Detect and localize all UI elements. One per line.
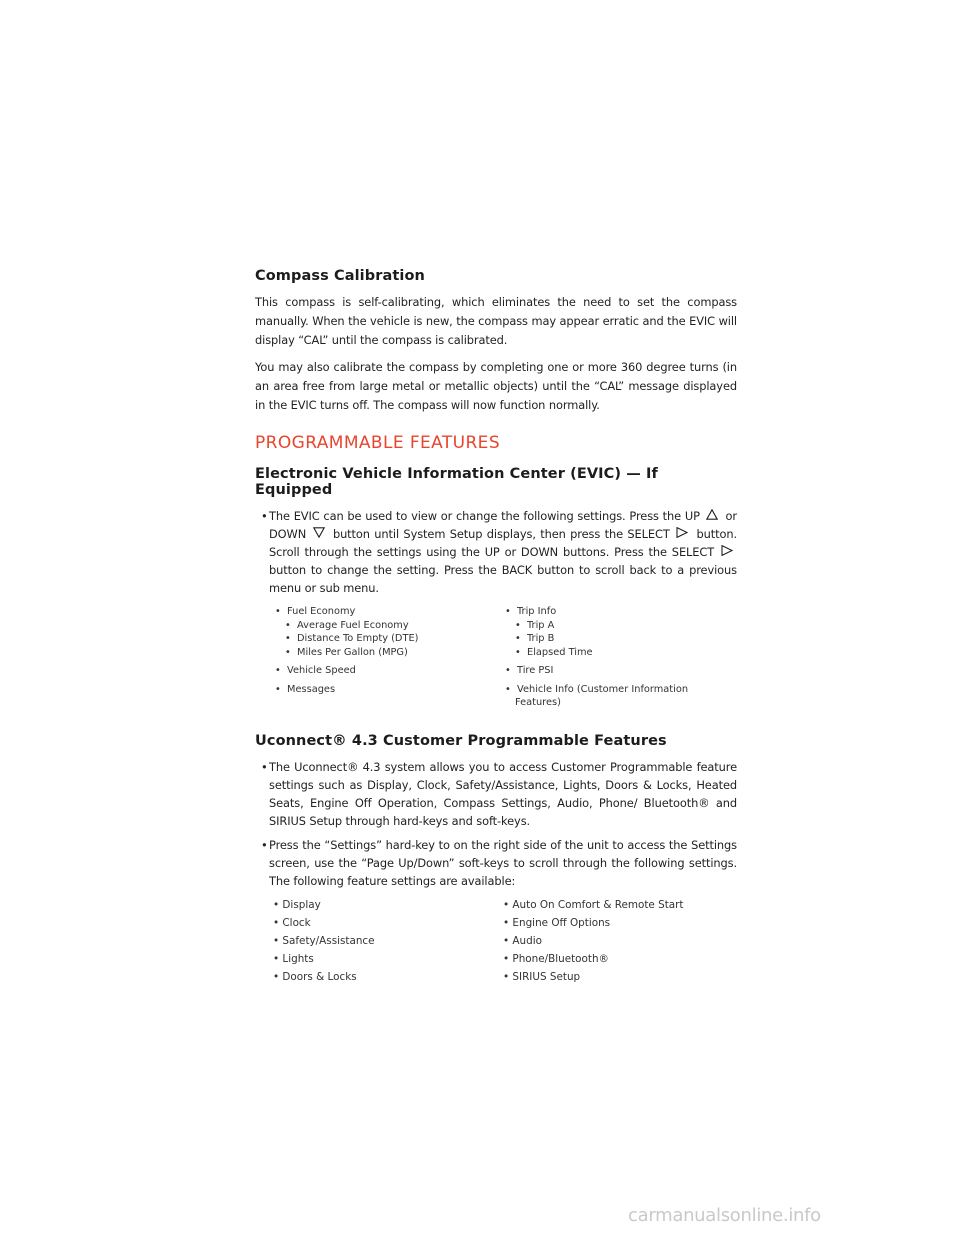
uconnect-settings-right — [503, 896, 733, 986]
list-item: • Audio — [503, 934, 542, 947]
vehicle-info-label: Vehicle Info (Customer Information Features) — [515, 683, 689, 708]
list-item: • Vehicle Speed — [275, 665, 356, 676]
list-item: • Trip Info • Trip A • Trip B • Elapsed Time — [505, 606, 593, 658]
list-item: • Lights — [273, 952, 314, 965]
list-item: • Vehicle Info (Customer Information Features) — [505, 683, 689, 708]
right-triangle-icon — [676, 527, 688, 538]
list-item: • Messages — [275, 683, 336, 695]
list-item: • Auto On Comfort & Remote Start — [503, 898, 684, 911]
evic-settings-left — [275, 605, 505, 715]
bullet-dot: • — [261, 509, 268, 523]
sub-item: Miles Per Gallon (MPG) — [297, 646, 408, 658]
list-item: • Fuel Economy • Average Fuel Economy • Distance To Empty (DTE) • Miles Per Gallon (MPG) — [275, 606, 419, 658]
uconnect-bullet-text: The Uconnect® 4.3 system allows you to access Customer Programmable feature settings such as Display, Clock, Safety/Assistance, Lights, Doors & Locks, Heated Seats, Engine Off Operation, Compass Settings, Audio, Phone/ Bluetooth® and SIRIUS Setup through hard-keys and soft-keys. — [269, 759, 737, 828]
evic-instructions — [255, 507, 737, 597]
messages-label: Messages — [287, 683, 336, 695]
uconnect-settings-list — [255, 896, 737, 986]
tire-psi-label: Tire PSI — [517, 665, 554, 676]
uconnect-bullet-1 — [255, 758, 737, 830]
uconnect-bullet-2 — [255, 836, 737, 890]
list-item: • Display — [273, 898, 321, 911]
fuel-economy-label: Fuel Economy — [287, 606, 356, 617]
manual-page — [255, 268, 737, 986]
uconnect-settings-left — [273, 896, 503, 986]
list-item: • SIRIUS Setup — [503, 970, 581, 983]
bullet-dot: • — [261, 759, 268, 774]
list-item: • Phone/Bluetooth® — [503, 952, 609, 965]
bullet-dot: • — [261, 837, 268, 852]
list-item: • Clock — [273, 916, 311, 929]
list-item: • Engine Off Options — [503, 916, 611, 929]
watermark: carmanualsonline.info — [628, 1205, 821, 1226]
sub-item: Trip B — [527, 633, 555, 644]
evic-settings-list — [255, 605, 737, 715]
sub-item: Average Fuel Economy — [297, 619, 409, 631]
list-item: • Doors & Locks — [273, 970, 357, 983]
trip-info-label: Trip Info — [517, 606, 557, 617]
up-triangle-icon — [706, 509, 718, 520]
sub-item: Distance To Empty (DTE) — [297, 633, 419, 644]
evic-text-part: button until System Setup displays, then press the SELECT — [332, 527, 670, 541]
evic-heading: Electronic Vehicle Information Center (EVIC) — If Equipped — [255, 466, 658, 498]
uconnect-bullet-text: Press the “Settings” hard-key to on the right side of the unit to access the Settings screen, use the “Page Up/Down” soft-keys to scroll through the following settings. The following feature settings are available: — [269, 837, 737, 888]
evic-text-part: or DOWN — [269, 509, 737, 541]
evic-text-part: button. Scroll through the settings using the UP or DOWN buttons. Press the SELECT — [269, 527, 737, 559]
evic-text-part: The EVIC can be used to view or change the following settings. Press the UP — [269, 509, 700, 523]
compass-calibration-heading: Compass Calibration — [255, 268, 425, 284]
programmable-features-heading: PROGRAMMABLE FEATURES — [255, 433, 501, 453]
evic-settings-right — [505, 605, 735, 715]
sub-item: Trip A — [527, 619, 555, 631]
list-item: • Tire PSI — [505, 665, 554, 676]
down-triangle-icon — [313, 527, 325, 538]
evic-text-part: button to change the setting. Press the BACK button to scroll back to a previous menu or sub menu. — [269, 563, 737, 595]
right-triangle-icon — [721, 545, 733, 556]
compass-paragraph-1: This compass is self-calibrating, which eliminates the need to set the compass manually. When the vehicle is new, the compass may appear erratic and the EVIC will display “CAL” until the compass is calibrated. — [255, 295, 737, 347]
sub-item: Elapsed Time — [527, 646, 593, 658]
compass-paragraph-2: You may also calibrate the compass by completing one or more 360 degree turns (in an area free from large metal or metallic objects) until the “CAL” message displayed in the EVIC turns off. The compass will now function normally. — [255, 360, 737, 412]
list-item: • Safety/Assistance — [273, 934, 375, 947]
vehicle-speed-label: Vehicle Speed — [287, 665, 356, 676]
uconnect-heading: Uconnect® 4.3 Customer Programmable Features — [255, 732, 667, 749]
